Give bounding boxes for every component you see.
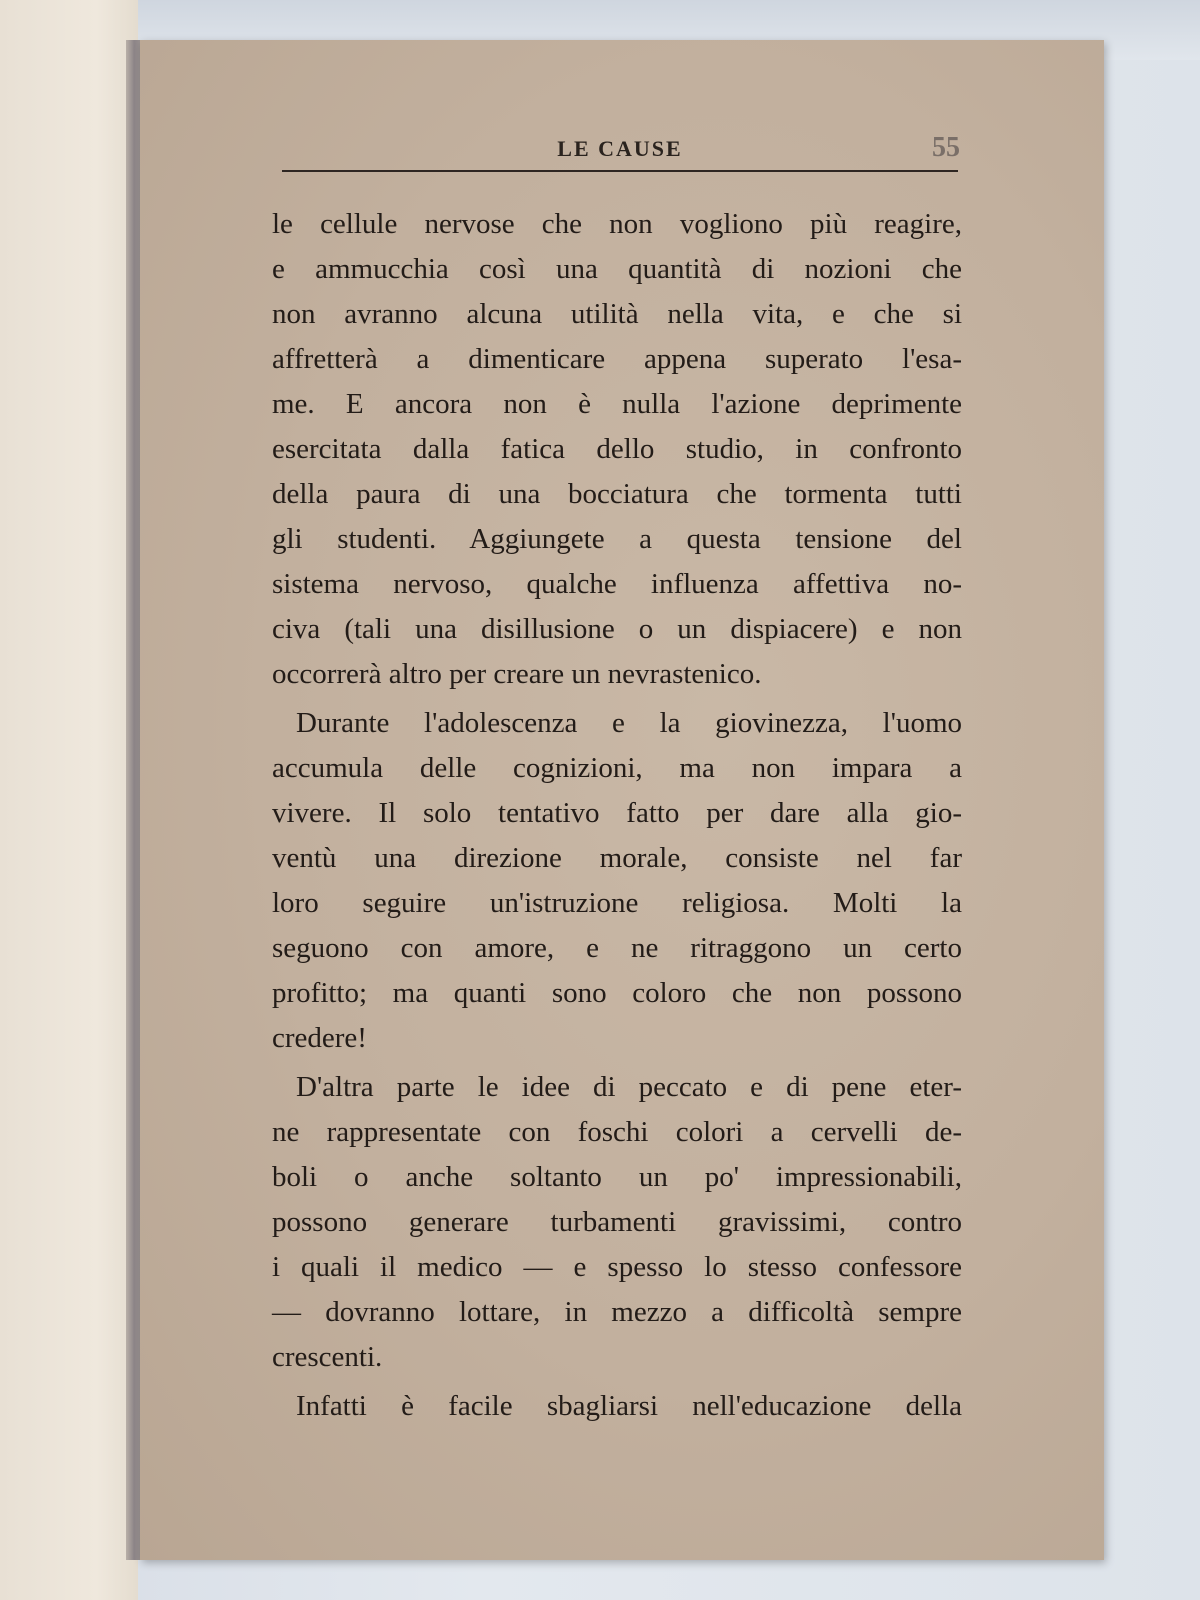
text-line: Durante l'adolescenza e la giovinezza, l'uomo [296,707,962,739]
text-line: affretterà a dimenticare appena superato l'esa- [272,343,962,375]
text-line: possono generare turbamenti gravissimi, contro [272,1206,962,1238]
running-head [282,132,960,176]
text-line: le cellule nervose che non vogliono più reagire, [272,208,962,240]
book-page [140,40,1104,1560]
text-line: gli studenti. Aggiungete a questa tensione del [272,523,962,555]
text-line: esercitata dalla fatica dello studio, in confronto [272,433,962,465]
text-line: seguono con amore, e ne ritraggono un certo [272,932,962,964]
text-line: civa (tali una disillusione o un dispiacere) e non [272,613,962,645]
text-line: profitto; ma quanti sono coloro che non possono [272,977,962,1009]
text-line: occorrerà altro per creare un nevrastenico. [272,658,762,690]
running-title: LE CAUSE [557,136,683,161]
left-page [0,0,138,1600]
text-line: vivere. Il solo tentativo fatto per dare alla gio- [272,797,962,829]
text-line: — dovranno lottare, in mezzo a difficoltà sempre [272,1296,962,1328]
text-line: crescenti. [272,1341,383,1373]
text-line: credere! [272,1022,367,1054]
page-number: 55 [932,132,960,163]
text-line: e ammucchia così una quantità di nozioni che [272,253,962,285]
text-line: ne rappresentate con foschi colori a cervelli de- [272,1116,962,1148]
body-text [272,202,962,1429]
text-line: non avranno alcuna utilità nella vita, e che si [272,298,962,330]
text-line: Infatti è facile sbagliarsi nell'educazione della [296,1390,962,1422]
header-rule [282,170,958,172]
text-line: i quali il medico — e spesso lo stesso confessore [272,1251,962,1283]
text-line: ventù una direzione morale, consiste nel far [272,842,962,874]
text-line: boli o anche soltanto un po' impressionabili, [272,1161,962,1193]
text-line: della paura di una bocciatura che tormenta tutti [272,478,962,510]
text-line: me. E ancora non è nulla l'azione deprimente [272,388,962,420]
text-line: accumula delle cognizioni, ma non impara a [272,752,962,784]
text-line: D'altra parte le idee di peccato e di pene eter- [296,1071,962,1103]
text-line: loro seguire un'istruzione religiosa. Molti la [272,887,962,919]
text-line: sistema nervoso, qualche influenza affettiva no- [272,568,962,600]
